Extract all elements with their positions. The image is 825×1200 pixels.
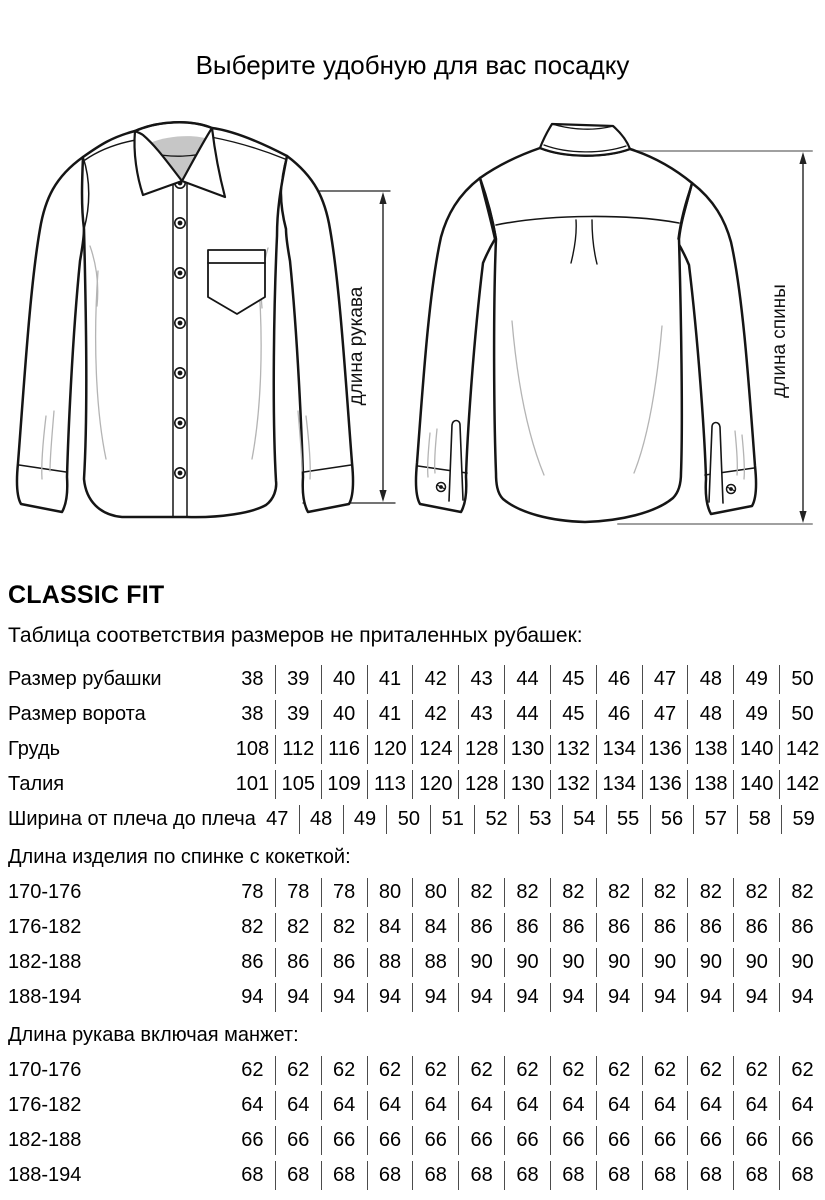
row-label: 188-194 (8, 1164, 82, 1186)
size-cell: 86 (791, 916, 814, 938)
table-row (0, 732, 825, 767)
size-cell: 68 (551, 1161, 597, 1190)
size-cell: 68 (791, 1164, 814, 1186)
size-cell: 94 (230, 983, 276, 1012)
size-cell: 94 (368, 983, 414, 1012)
size-cell: 68 (413, 1161, 459, 1190)
size-cell: 53 (519, 805, 563, 834)
size-cell: 68 (276, 1161, 322, 1190)
row-label: Размер ворота (8, 703, 146, 725)
table-row (0, 1053, 825, 1088)
size-cell: 68 (368, 1161, 414, 1190)
sleeve-length-label: длина рукава (346, 286, 367, 406)
size-cell: 66 (643, 1126, 689, 1155)
size-cell: 50 (791, 668, 814, 690)
size-cell: 66 (413, 1126, 459, 1155)
size-cell: 39 (276, 700, 322, 729)
size-cell: 44 (505, 665, 551, 694)
collar-band (540, 124, 630, 156)
size-cell: 134 (597, 735, 643, 764)
size-cell: 64 (505, 1091, 551, 1120)
size-cell: 40 (322, 665, 368, 694)
size-cell: 86 (276, 948, 322, 977)
size-cell: 48 (688, 665, 734, 694)
row-label: 170-176 (8, 881, 82, 903)
size-cell: 82 (688, 878, 734, 907)
size-cell: 62 (276, 1056, 322, 1085)
size-cell: 68 (459, 1161, 505, 1190)
back-length-label: длина спины (769, 284, 790, 398)
size-cell: 43 (459, 700, 505, 729)
size-cell: 45 (551, 700, 597, 729)
size-cell: 82 (322, 913, 368, 942)
size-cell: 64 (368, 1091, 414, 1120)
size-cell: 82 (597, 878, 643, 907)
size-cell: 47 (256, 805, 300, 834)
size-cell: 140 (734, 735, 780, 764)
size-cell: 88 (413, 948, 459, 977)
table-row (0, 980, 825, 1015)
row-label: 176-182 (8, 1094, 82, 1116)
size-cell: 90 (791, 951, 814, 973)
size-cell: 47 (643, 700, 689, 729)
size-cell: 64 (688, 1091, 734, 1120)
size-cell: 62 (791, 1059, 814, 1081)
size-cell: 68 (505, 1161, 551, 1190)
table-row (0, 802, 825, 837)
size-cell: 66 (791, 1129, 814, 1151)
row-label: 170-176 (8, 1059, 82, 1081)
size-cell: 41 (368, 665, 414, 694)
size-cell: 82 (791, 881, 814, 903)
size-cell: 66 (597, 1126, 643, 1155)
size-cell: 80 (368, 878, 414, 907)
size-cell: 140 (734, 770, 780, 799)
size-cell: 78 (276, 878, 322, 907)
size-cell: 64 (276, 1091, 322, 1120)
size-cell: 94 (551, 983, 597, 1012)
size-cell: 136 (643, 735, 689, 764)
size-cell: 64 (459, 1091, 505, 1120)
size-cell: 94 (643, 983, 689, 1012)
size-cell: 54 (563, 805, 607, 834)
fit-heading: CLASSIC FIT (8, 581, 165, 609)
size-cell: 80 (413, 878, 459, 907)
table-row (0, 910, 825, 945)
arrow-down-icon (379, 490, 386, 502)
size-cell: 50 (791, 703, 814, 725)
size-cell: 68 (597, 1161, 643, 1190)
size-cell: 84 (368, 913, 414, 942)
size-cell: 84 (413, 913, 459, 942)
size-cell: 62 (643, 1056, 689, 1085)
size-cell: 86 (459, 913, 505, 942)
size-cell: 142 (785, 773, 820, 795)
page-title: Выберите удобную для вас посадку (195, 50, 630, 80)
size-cell: 48 (688, 700, 734, 729)
size-cell: 130 (505, 735, 551, 764)
table-row (0, 767, 825, 802)
size-cell: 138 (688, 770, 734, 799)
size-cell: 90 (688, 948, 734, 977)
size-cell: 82 (643, 878, 689, 907)
size-cell: 49 (344, 805, 388, 834)
size-cell: 68 (230, 1161, 276, 1190)
size-cell: 68 (322, 1161, 368, 1190)
size-cell: 49 (734, 665, 780, 694)
table-section-label: Длина изделия по спинке с кокеткой: (8, 846, 351, 868)
size-cell: 78 (322, 878, 368, 907)
size-cell: 66 (230, 1126, 276, 1155)
arrow-up-icon (799, 152, 806, 164)
size-cell: 66 (688, 1126, 734, 1155)
size-cell: 86 (505, 913, 551, 942)
row-label: Грудь (8, 738, 61, 760)
size-cell: 88 (368, 948, 414, 977)
size-cell: 90 (551, 948, 597, 977)
size-cell: 66 (459, 1126, 505, 1155)
shirt-fit-illustration (0, 111, 825, 541)
size-cell: 55 (607, 805, 651, 834)
size-cell: 59 (792, 808, 815, 830)
size-cell: 82 (230, 913, 276, 942)
arrow-down-icon (799, 511, 806, 523)
size-cell: 58 (738, 805, 782, 834)
size-cell: 94 (791, 986, 814, 1008)
size-cell: 64 (322, 1091, 368, 1120)
size-cell: 51 (431, 805, 475, 834)
size-cell: 66 (368, 1126, 414, 1155)
row-label: Ширина от плеча до плеча (8, 808, 256, 830)
size-cell: 109 (322, 770, 368, 799)
size-cell: 68 (688, 1161, 734, 1190)
size-cell: 66 (276, 1126, 322, 1155)
size-cell: 94 (597, 983, 643, 1012)
row-label: 188-194 (8, 986, 82, 1008)
table-row (0, 1158, 825, 1193)
size-cell: 94 (505, 983, 551, 1012)
size-cell: 46 (597, 700, 643, 729)
size-cell: 113 (368, 770, 414, 799)
size-cell: 66 (734, 1126, 780, 1155)
size-cell: 68 (643, 1161, 689, 1190)
size-cell: 120 (368, 735, 414, 764)
table-section-label: Длина рукава включая манжет: (8, 1024, 299, 1046)
size-cell: 41 (368, 700, 414, 729)
size-cell: 128 (459, 770, 505, 799)
size-cell: 38 (230, 665, 276, 694)
size-cell: 112 (276, 735, 322, 764)
size-cell: 64 (734, 1091, 780, 1120)
size-cell: 66 (551, 1126, 597, 1155)
back-shirt-drawing (416, 124, 812, 524)
row-label: 182-188 (8, 1129, 82, 1151)
size-cell: 82 (459, 878, 505, 907)
size-cell: 78 (230, 878, 276, 907)
size-cell: 45 (551, 665, 597, 694)
size-cell: 64 (597, 1091, 643, 1120)
size-cell: 68 (734, 1161, 780, 1190)
size-cell: 52 (475, 805, 519, 834)
row-label: 182-188 (8, 951, 82, 973)
table-row (0, 697, 825, 732)
back-body (480, 148, 692, 522)
size-cell: 43 (459, 665, 505, 694)
size-cell: 90 (459, 948, 505, 977)
size-cell: 94 (734, 983, 780, 1012)
fit-subtitle: Таблица соответствия размеров не приталенных рубашек: (8, 624, 583, 647)
size-cell: 64 (791, 1094, 814, 1116)
size-cell: 94 (276, 983, 322, 1012)
size-cell: 82 (734, 878, 780, 907)
size-cell: 66 (322, 1126, 368, 1155)
size-cell: 38 (230, 700, 276, 729)
size-cell: 86 (230, 948, 276, 977)
size-cell: 62 (597, 1056, 643, 1085)
size-cell: 132 (551, 735, 597, 764)
size-cell: 42 (413, 700, 459, 729)
size-cell: 64 (643, 1091, 689, 1120)
size-cell: 128 (459, 735, 505, 764)
size-cell: 101 (230, 770, 276, 799)
size-cell: 138 (688, 735, 734, 764)
table-row (0, 1088, 825, 1123)
size-cell: 62 (551, 1056, 597, 1085)
size-table (0, 662, 825, 1193)
size-cell: 134 (597, 770, 643, 799)
size-cell: 90 (597, 948, 643, 977)
size-cell: 94 (413, 983, 459, 1012)
size-cell: 62 (688, 1056, 734, 1085)
size-cell: 86 (322, 948, 368, 977)
size-cell: 132 (551, 770, 597, 799)
size-cell: 108 (230, 735, 276, 764)
size-cell: 48 (300, 805, 344, 834)
size-cell: 40 (322, 700, 368, 729)
size-cell: 62 (322, 1056, 368, 1085)
size-cell: 86 (688, 913, 734, 942)
arrow-up-icon (379, 192, 386, 204)
size-cell: 62 (459, 1056, 505, 1085)
size-cell: 57 (694, 805, 738, 834)
table-row (0, 945, 825, 980)
size-cell: 105 (276, 770, 322, 799)
row-label: Талия (8, 773, 65, 795)
size-cell: 120 (413, 770, 459, 799)
size-cell: 86 (643, 913, 689, 942)
size-cell: 86 (551, 913, 597, 942)
size-cell: 136 (643, 770, 689, 799)
size-cell: 94 (688, 983, 734, 1012)
size-cell: 42 (413, 665, 459, 694)
size-cell: 49 (734, 700, 780, 729)
size-cell: 86 (597, 913, 643, 942)
size-cell: 62 (734, 1056, 780, 1085)
size-cell: 82 (276, 913, 322, 942)
size-cell: 82 (551, 878, 597, 907)
size-cell: 47 (643, 665, 689, 694)
size-cell: 62 (230, 1056, 276, 1085)
size-cell: 94 (322, 983, 368, 1012)
size-cell: 142 (785, 738, 820, 760)
size-cell: 66 (505, 1126, 551, 1155)
size-cell: 94 (459, 983, 505, 1012)
row-label: Размер рубашки (8, 668, 162, 690)
size-cell: 62 (413, 1056, 459, 1085)
size-cell: 46 (597, 665, 643, 694)
size-cell: 62 (368, 1056, 414, 1085)
table-row (0, 875, 825, 910)
size-cell: 90 (505, 948, 551, 977)
size-cell: 39 (276, 665, 322, 694)
size-cell: 44 (505, 700, 551, 729)
size-cell: 116 (322, 735, 368, 764)
size-cell: 56 (651, 805, 695, 834)
size-cell: 124 (413, 735, 459, 764)
size-cell: 90 (734, 948, 780, 977)
size-cell: 64 (413, 1091, 459, 1120)
table-row (0, 1123, 825, 1158)
front-right-sleeve (281, 156, 353, 512)
size-cell: 62 (505, 1056, 551, 1085)
size-cell: 50 (387, 805, 431, 834)
size-cell: 86 (734, 913, 780, 942)
size-cell: 64 (230, 1091, 276, 1120)
size-cell: 64 (551, 1091, 597, 1120)
row-label: 176-182 (8, 916, 82, 938)
front-shirt-drawing (17, 122, 395, 517)
front-left-sleeve (17, 157, 89, 512)
size-cell: 82 (505, 878, 551, 907)
size-cell: 130 (505, 770, 551, 799)
size-cell: 90 (643, 948, 689, 977)
table-row (0, 662, 825, 697)
